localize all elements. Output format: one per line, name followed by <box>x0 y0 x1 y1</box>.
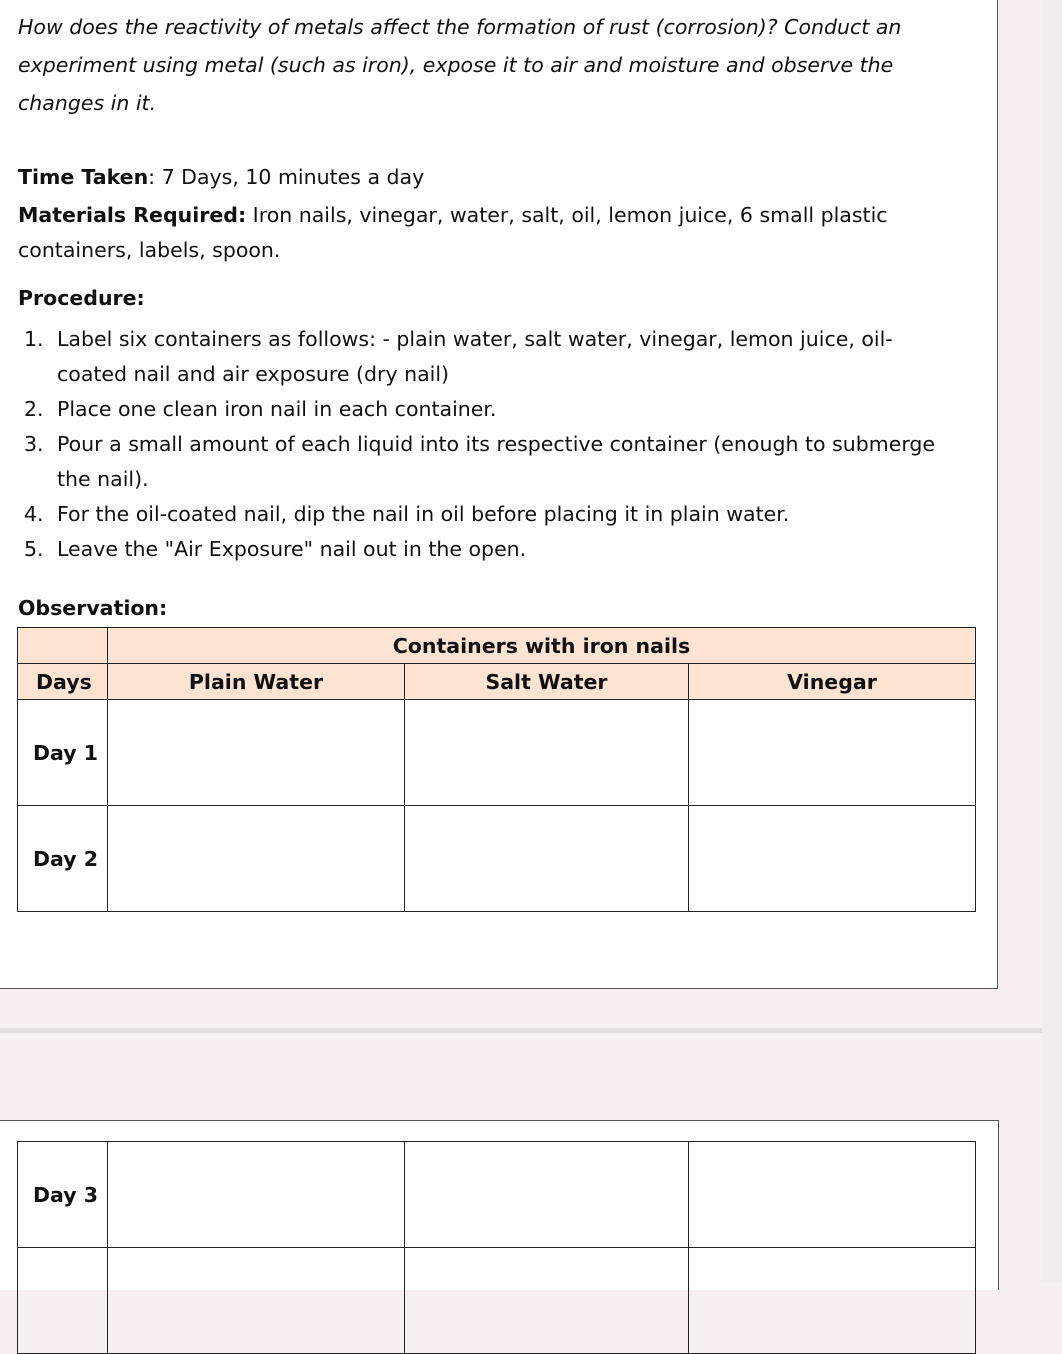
procedure-step <box>24 532 969 567</box>
table-column-header-row <box>18 664 976 700</box>
step-text: Pour a small amount of each liquid into its respective container (enough to submerge the nail). <box>57 432 936 491</box>
table-group-header-row <box>18 628 976 664</box>
table-row <box>18 806 976 912</box>
procedure-list <box>24 322 969 567</box>
procedure-step <box>24 322 969 392</box>
materials-required <box>18 198 918 268</box>
time-taken-label: Time Taken <box>18 165 149 189</box>
step-text: Label six containers as follows: - plain water, salt water, vinegar, lemon juice, oil- coated nail and air exposure (dry nail) <box>57 327 893 386</box>
observation-cell[interactable] <box>689 700 976 806</box>
day-label-cell: Day 2 <box>18 806 108 912</box>
observation-cell[interactable] <box>405 700 689 806</box>
procedure-step <box>24 497 969 532</box>
observation-cell[interactable] <box>405 806 689 912</box>
step-text: For the oil-coated nail, dip the nail in oil before placing it in plain water. <box>57 502 790 526</box>
observation-heading: Observation: <box>18 596 168 620</box>
step-number: 1. <box>24 327 44 351</box>
group-header-cell: Containers with iron nails <box>108 628 976 664</box>
procedure-step <box>24 427 969 497</box>
column-header-vinegar: Vinegar <box>689 664 976 700</box>
observation-cell[interactable] <box>108 1142 405 1248</box>
observation-cell[interactable] <box>689 806 976 912</box>
step-text: Place one clean iron nail in each container. <box>57 397 497 421</box>
observation-cell[interactable] <box>108 806 405 912</box>
page-gap <box>0 1033 1042 1076</box>
observation-cell[interactable] <box>689 1142 976 1248</box>
step-number: 4. <box>24 502 44 526</box>
step-text: Leave the "Air Exposure" nail out in the open. <box>57 537 527 561</box>
observation-cell[interactable] <box>405 1248 689 1354</box>
observation-cell[interactable] <box>405 1142 689 1248</box>
step-number: 5. <box>24 537 44 561</box>
table-row <box>18 1142 976 1248</box>
question-text: How does the reactivity of metals affect the formation of rust (corrosion)? Conduct an experiment using metal (such as iron), expose it to air and moisture and observe the changes in it. <box>18 15 902 115</box>
observation-cell[interactable] <box>108 1248 405 1354</box>
day-label-cell: Day 3 <box>18 1142 108 1248</box>
observation-table <box>17 627 976 912</box>
viewer-scroll-strip <box>1042 0 1062 1282</box>
step-number: 3. <box>24 432 44 456</box>
materials-label: Materials Required: <box>18 203 247 227</box>
procedure-step <box>24 392 969 427</box>
day-label-cell <box>18 1248 108 1354</box>
column-header-salt-water: Salt Water <box>405 664 689 700</box>
time-taken <box>18 161 424 193</box>
procedure-heading: Procedure: <box>18 286 145 310</box>
column-header-plain-water: Plain Water <box>108 664 405 700</box>
column-header-days: Days <box>18 664 108 700</box>
table-row <box>18 1248 976 1354</box>
observation-table-continued <box>17 1141 976 1354</box>
header-blank-cell <box>18 628 108 664</box>
materials-value: Iron nails, vinegar, water, salt, oil, lemon juice, 6 small plastic containers, labels, spoon. <box>18 203 888 262</box>
day-label-cell: Day 1 <box>18 700 108 806</box>
time-taken-value: : 7 Days, 10 minutes a day <box>148 165 425 189</box>
observation-cell[interactable] <box>108 700 405 806</box>
table-row <box>18 700 976 806</box>
step-number: 2. <box>24 397 44 421</box>
observation-cell[interactable] <box>689 1248 976 1354</box>
